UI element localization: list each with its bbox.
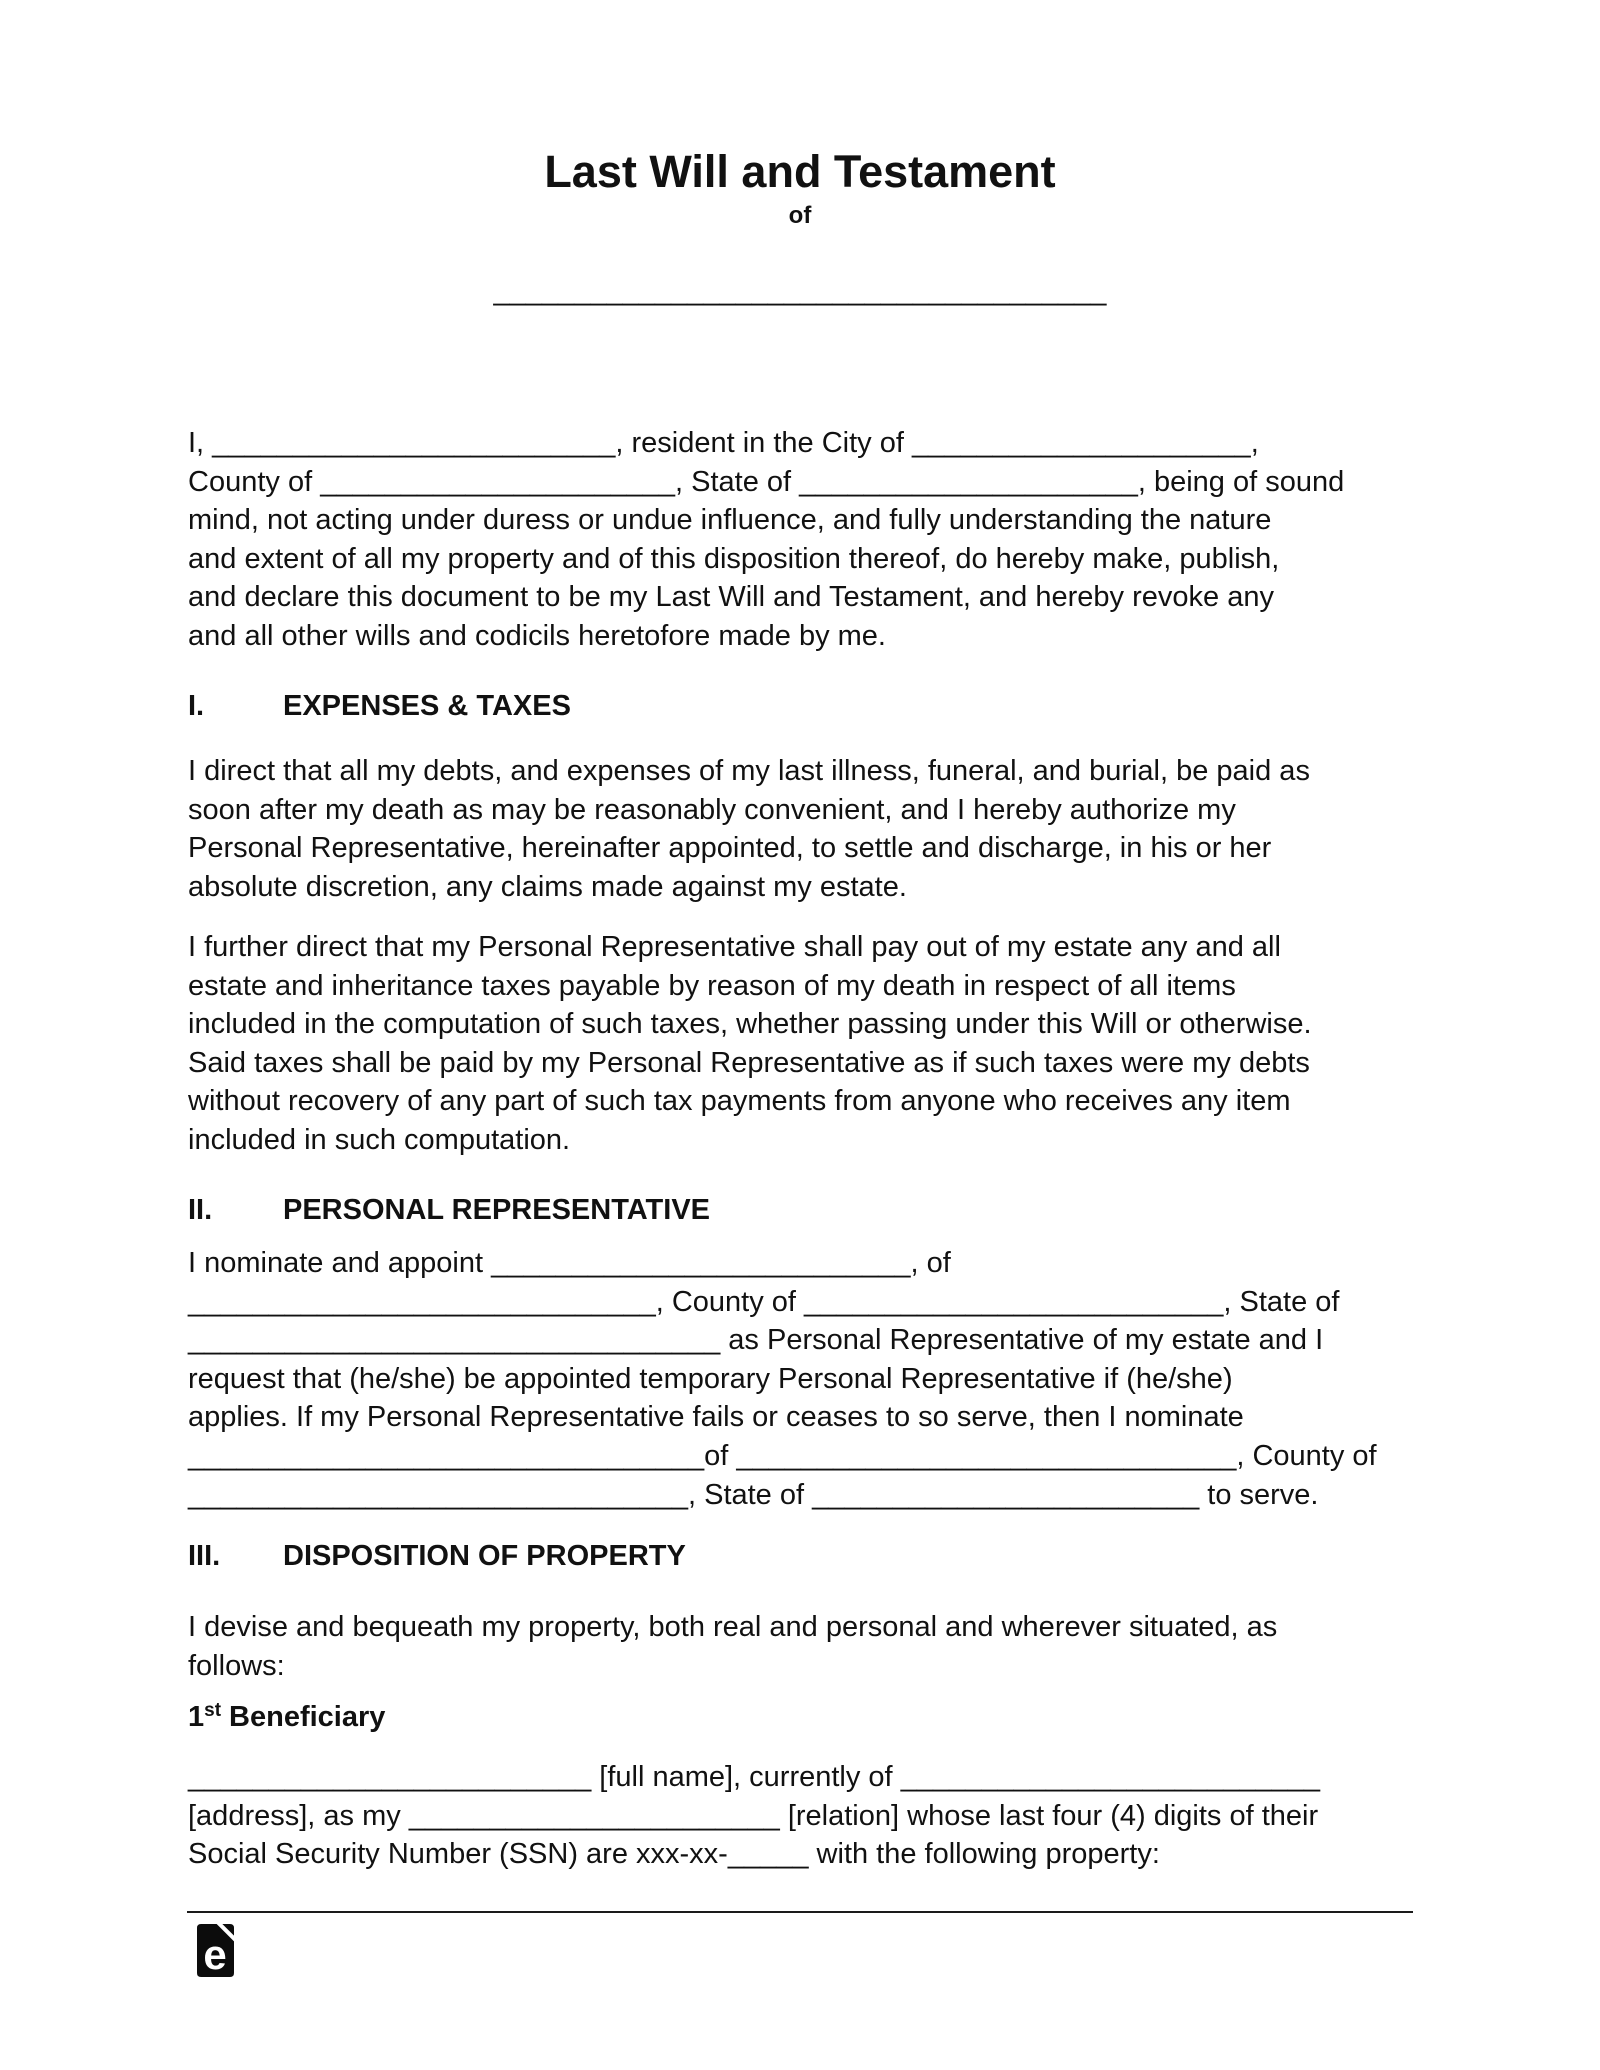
- section-label: EXPENSES & TAXES: [283, 690, 571, 722]
- text-run: of: [704, 1439, 737, 1472]
- text-run: I,: [188, 427, 213, 459]
- eforms-logo-icon: [197, 1924, 234, 1977]
- text-line: [188, 1244, 1377, 1283]
- blank-field[interactable]: _________________________: [212, 427, 616, 459]
- section-numeral: III.: [188, 1540, 221, 1572]
- text-run: , of: [910, 1247, 951, 1279]
- text-line: [188, 1608, 1277, 1647]
- text-line: [188, 1321, 1377, 1360]
- text-line: [188, 967, 1312, 1006]
- text-run: Said taxes shall be paid by my Personal Representative as if such taxes were my debts: [188, 1046, 1310, 1079]
- text-run: as Personal Representative of my estate and I: [720, 1324, 1324, 1357]
- text-line: [188, 1758, 1320, 1797]
- blank-field[interactable]: _______________________________: [188, 1478, 688, 1511]
- beneficiary-paragraph: [188, 1758, 1320, 1874]
- text-line: [188, 868, 1310, 907]
- text-run: mind, not acting under duress or undue influence, and fully understanding the nature: [188, 504, 1272, 537]
- blank-field[interactable]: __________________________: [900, 1761, 1321, 1793]
- text-run: , County of: [655, 1285, 805, 1318]
- text-run: , being of sound: [1137, 465, 1345, 498]
- text-line: [188, 1360, 1377, 1399]
- blank-field[interactable]: _____________________________: [188, 1285, 656, 1318]
- blank-field[interactable]: _______________________: [408, 1799, 780, 1832]
- text-line: [188, 1797, 1320, 1836]
- text-line: [188, 1437, 1377, 1476]
- section-label: PERSONAL REPRESENTATIVE: [283, 1194, 711, 1226]
- text-run: I devise and bequeath my property, both real and personal and wherever situated, as: [188, 1611, 1278, 1643]
- personal-representative-paragraph: [188, 1244, 1377, 1514]
- text-line: [188, 540, 1344, 579]
- expenses-paragraph: [188, 752, 1310, 906]
- blank-field[interactable]: _________________________: [188, 1761, 592, 1793]
- blank-field[interactable]: _____: [727, 1838, 809, 1871]
- text-line: [188, 752, 1310, 791]
- text-line: [188, 501, 1344, 540]
- taxes-paragraph: [188, 928, 1312, 1160]
- document-fold-icon: [197, 1924, 234, 1977]
- logo-letter: e: [203, 1931, 227, 1977]
- text-run: with the following property:: [808, 1838, 1160, 1871]
- text-run: [relation] whose last four (4) digits of their: [779, 1799, 1319, 1832]
- text-run: follows:: [188, 1649, 285, 1682]
- text-run: included in the computation of such taxes, whether passing under this Will or otherwise.: [188, 1008, 1312, 1041]
- text-run: County of: [188, 465, 321, 498]
- blank-field[interactable]: ______________________: [320, 465, 676, 498]
- text-line: [188, 1835, 1320, 1874]
- text-run: , State of: [675, 465, 800, 498]
- section-numeral: II.: [188, 1194, 213, 1226]
- text-line: [188, 1398, 1377, 1437]
- text-run: applies. If my Personal Representative fails or ceases to so serve, then I nominate: [188, 1401, 1244, 1434]
- section-heading-disposition-of-property: [188, 1540, 686, 1573]
- text-run: and declare this document to be my Last Will and Testament, and hereby revoke any: [188, 581, 1274, 614]
- text-line: [188, 463, 1344, 502]
- testator-name-blank-field[interactable]: ______________________________________: [493, 275, 1107, 307]
- text-line: [188, 424, 1344, 463]
- text-run: I further direct that my Personal Representative shall pay out of my estate any and all: [188, 931, 1281, 963]
- text-run: without recovery of any part of such tax payments from anyone who receives any item: [188, 1085, 1291, 1118]
- section-heading-expenses-taxes: [188, 690, 571, 723]
- text-line: [188, 1005, 1312, 1044]
- disposition-paragraph: [188, 1608, 1277, 1685]
- text-line: [188, 829, 1310, 868]
- beneficiary-label: Beneficiary: [229, 1701, 386, 1733]
- text-run: I direct that all my debts, and expenses of my last illness, funeral, and burial, be paid as: [188, 755, 1310, 787]
- text-line: [188, 1044, 1312, 1083]
- text-line: [188, 1647, 1277, 1686]
- text-run: and extent of all my property and of this disposition thereof, do hereby make, publish,: [188, 542, 1280, 575]
- text-line: [188, 791, 1310, 830]
- blank-field[interactable]: __________________________: [491, 1247, 911, 1279]
- text-line: [188, 1121, 1312, 1160]
- text-run: , County of: [1236, 1439, 1377, 1472]
- text-run: , State of: [687, 1478, 813, 1511]
- text-run: [full name], currently of: [591, 1761, 901, 1793]
- blank-field[interactable]: _______________________________: [736, 1439, 1237, 1472]
- footer-divider: [187, 1911, 1413, 1913]
- blank-field[interactable]: ________________________________: [188, 1439, 705, 1472]
- document-title: Last Will and Testament: [544, 146, 1056, 197]
- first-beneficiary-heading: [188, 1700, 385, 1734]
- text-line: [188, 1283, 1377, 1322]
- text-run: soon after my death as may be reasonably convenient, and I hereby authorize my: [188, 793, 1236, 826]
- blank-field[interactable]: _____________________: [911, 427, 1251, 459]
- section-heading-personal-representative: [188, 1194, 710, 1227]
- text-line: [188, 1082, 1312, 1121]
- text-line: [188, 1476, 1377, 1515]
- text-run: I nominate and appoint: [188, 1247, 492, 1279]
- blank-field[interactable]: __________________________: [804, 1285, 1224, 1318]
- text-run: [address], as my: [188, 1799, 409, 1832]
- blank-field[interactable]: _________________________________: [188, 1324, 721, 1357]
- text-run: Social Security Number (SSN) are xxx-xx-: [188, 1838, 728, 1871]
- text-run: to serve.: [1199, 1478, 1319, 1511]
- text-run: estate and inheritance taxes payable by reason of my death in respect of all items: [188, 969, 1236, 1002]
- intro-paragraph: [188, 424, 1344, 656]
- beneficiary-number: 1: [188, 1701, 205, 1733]
- text-run: and all other wills and codicils heretofore made by me.: [188, 619, 886, 652]
- text-line: [188, 928, 1312, 967]
- beneficiary-ordinal: st: [204, 1700, 222, 1721]
- text-line: [188, 578, 1344, 617]
- section-label: DISPOSITION OF PROPERTY: [283, 1540, 686, 1572]
- blank-field[interactable]: _____________________: [799, 465, 1138, 498]
- text-line: [188, 617, 1344, 656]
- text-run: request that (he/she) be appointed temporary Personal Representative if (he/she): [188, 1362, 1233, 1395]
- blank-field[interactable]: ________________________: [812, 1478, 1200, 1511]
- text-run: Personal Representative, hereinafter appointed, to settle and discharge, in his or her: [188, 832, 1272, 865]
- section-numeral: I.: [188, 690, 205, 722]
- document-subtitle-of: of: [788, 202, 812, 229]
- text-run: , resident in the City of: [615, 427, 912, 459]
- text-run: , State of: [1223, 1285, 1340, 1318]
- text-run: absolute discretion, any claims made against my estate.: [188, 870, 907, 903]
- text-run: included in such computation.: [188, 1123, 571, 1156]
- text-run: ,: [1250, 427, 1259, 459]
- testator-name-blank-row: [0, 272, 1600, 310]
